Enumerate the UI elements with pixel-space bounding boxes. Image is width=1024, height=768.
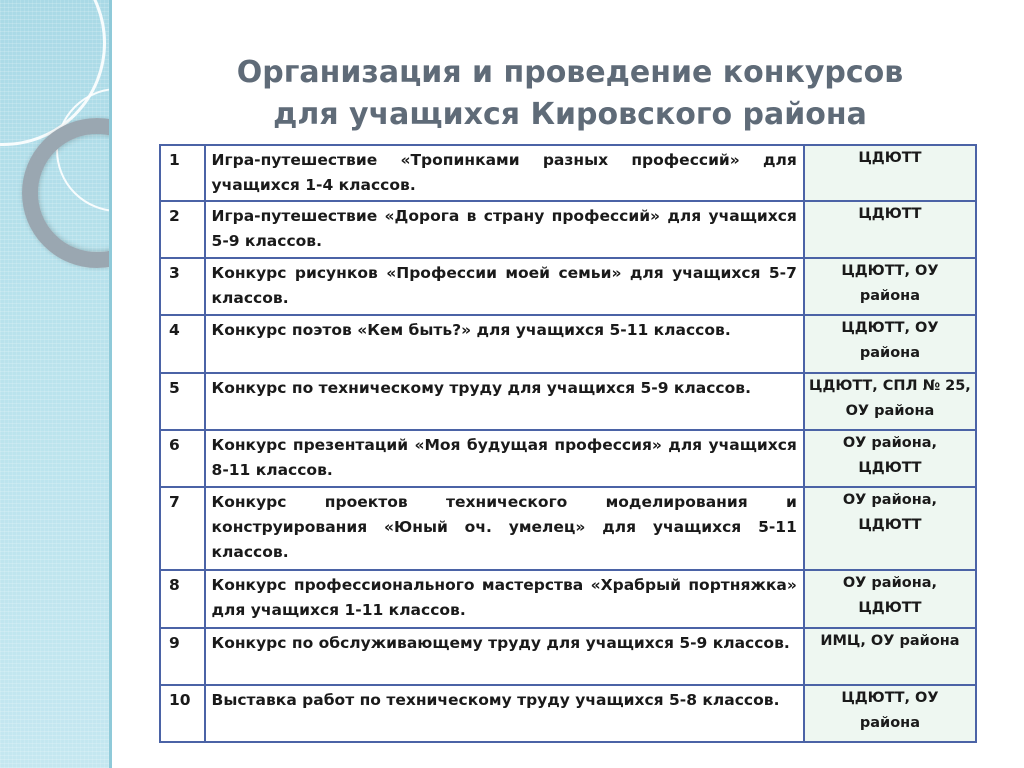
table-row: [160, 487, 976, 570]
table-row: [160, 628, 976, 685]
decorative-side-strip: [0, 0, 112, 768]
slide-title-line-1: Организация и проведение конкурсов: [236, 55, 904, 90]
row-organizer: ЦДЮТТ, ОУ района: [804, 315, 976, 373]
competitions-table-container: [159, 144, 977, 743]
row-description: Выставка работ по техническому труду учащихся 5-8 классов.: [205, 685, 804, 742]
competitions-table: [159, 144, 977, 743]
table-row: [160, 258, 976, 315]
row-organizer: ЦДЮТТ: [804, 201, 976, 258]
row-description: Конкурс профессионального мастерства «Храбрый портняжка» для учащихся 1-11 классов.: [205, 570, 804, 628]
row-number: 7: [160, 487, 205, 570]
row-description: Конкурс по техническому труду для учащихся 5-9 классов.: [205, 373, 804, 430]
table-row: [160, 570, 976, 628]
row-number: 5: [160, 373, 205, 430]
row-description: Игра-путешествие «Дорога в страну профессий» для учащихся 5-9 классов.: [205, 201, 804, 258]
row-organizer: ОУ района, ЦДЮТТ: [804, 570, 976, 628]
table-row: [160, 430, 976, 487]
row-organizer: ЦДЮТТ: [804, 145, 976, 201]
row-description: Конкурс по обслуживающему труду для учащихся 5-9 классов.: [205, 628, 804, 685]
row-number: 8: [160, 570, 205, 628]
row-number: 6: [160, 430, 205, 487]
table-row: [160, 201, 976, 258]
row-number: 2: [160, 201, 205, 258]
row-organizer: ЦДЮТТ, ОУ района: [804, 685, 976, 742]
row-organizer: ОУ района, ЦДЮТТ: [804, 430, 976, 487]
slide-title-line-2: для учащихся Кировского района: [273, 97, 867, 132]
row-description: Конкурс рисунков «Профессии моей семьи» для учащихся 5-7 классов.: [205, 258, 804, 315]
row-description: Конкурс поэтов «Кем быть?» для учащихся 5-11 классов.: [205, 315, 804, 373]
row-organizer: ЦДЮТТ, СПЛ № 25, ОУ района: [804, 373, 976, 430]
row-organizer: ЦДЮТТ, ОУ района: [804, 258, 976, 315]
row-description: Конкурс проектов технического моделирования и конструирования «Юный оч. умелец» для учащихся 5-11 классов.: [205, 487, 804, 570]
table-row: [160, 145, 976, 201]
table-row: [160, 685, 976, 742]
row-organizer: ИМЦ, ОУ района: [804, 628, 976, 685]
row-number: 4: [160, 315, 205, 373]
slide-title: [160, 52, 980, 136]
row-number: 1: [160, 145, 205, 201]
row-organizer: ОУ района, ЦДЮТТ: [804, 487, 976, 570]
row-number: 10: [160, 685, 205, 742]
table-row: [160, 315, 976, 373]
row-number: 3: [160, 258, 205, 315]
row-description: Игра-путешествие «Тропинками разных профессий» для учащихся 1-4 классов.: [205, 145, 804, 201]
table-row: [160, 373, 976, 430]
row-description: Конкурс презентаций «Моя будущая профессия» для учащихся 8-11 классов.: [205, 430, 804, 487]
row-number: 9: [160, 628, 205, 685]
